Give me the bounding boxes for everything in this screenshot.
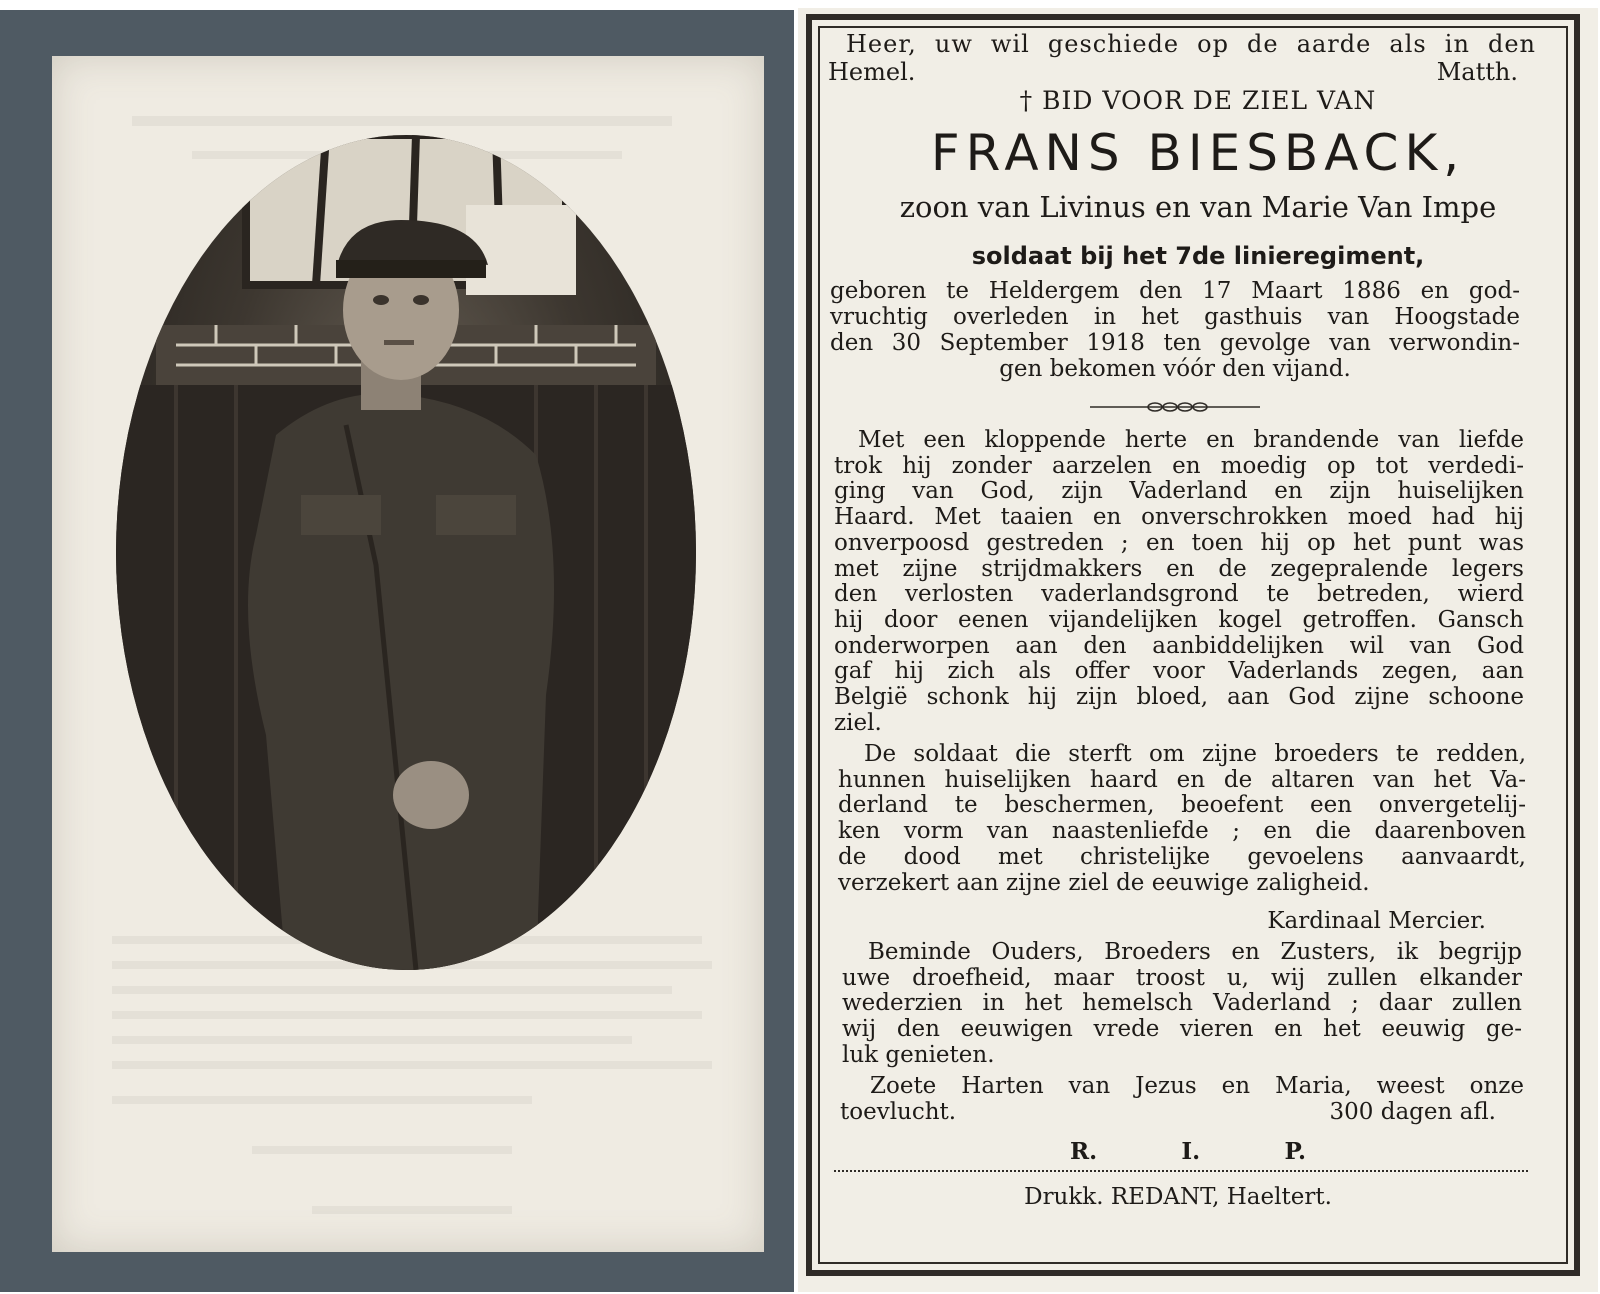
text-line: Haard. Met taaien en onverschrokken moed had hij (834, 504, 1524, 531)
text-line: België schonk hij zijn bloed, aan God zijne schoone (834, 684, 1524, 711)
text-line: ging van God, zijn Vaderland en zijn huiselijken (834, 478, 1524, 505)
soldier-portrait-image (116, 135, 696, 970)
birth-line: vruchtig overleden in het gasthuis van Hoogstade (830, 304, 1520, 330)
verse-end-left: Hemel. (828, 58, 916, 86)
text-line: uwe droefheid, maar troost u, wij zullen elkander (842, 964, 1522, 991)
text-line: den verlosten vaderlandsgrond te betreden, wierd (834, 581, 1524, 608)
prayer-heading: † BID VOOR DE ZIEL VAN (1019, 86, 1377, 115)
text-line: de dood met christelijke gevoelens aanvaardt, (838, 843, 1526, 870)
mercier-quote (838, 742, 1526, 896)
text-line: wij den eeuwigen vrede vieren en het eeuwig ge- (842, 1016, 1522, 1043)
text-line: onderworpen aan den aanbiddelijken wil van God (834, 632, 1524, 659)
tribute-paragraph (834, 428, 1524, 736)
text-line: trok hij zonder aarzelen en moedig op tot verdedi- (834, 452, 1524, 479)
family-farewell-paragraph (842, 940, 1522, 1069)
text-line: Met een kloppende herte en brandende van liefde (858, 427, 1524, 453)
rip-initials (1070, 1138, 1306, 1165)
text-line: hunnen huiselijken haard en de altaren van het Va- (838, 766, 1526, 793)
rip-letter: R. (1070, 1138, 1098, 1165)
text-line: Zoete Harten van Jezus en Maria, weest onze (870, 1073, 1524, 1099)
prayer-end-left: toevlucht. (840, 1098, 957, 1125)
birth-line: den 30 September 1918 ten gevolge van verwondin- (830, 330, 1520, 356)
verse-line-end (828, 58, 1518, 86)
text-line: met zijne strijdmakkers en de zegepralende legers (834, 555, 1524, 582)
parents-line: zoon van Livinus en van Marie Van Impe (899, 190, 1497, 224)
text-line: ken vorm van naastenliefde ; en die daarenboven (838, 818, 1526, 845)
quote-author: Kardinaal Mercier. (1267, 908, 1486, 934)
dotted-separator (834, 1170, 1528, 1172)
photo-card (0, 10, 794, 1292)
verse-line: Heer, uw wil geschiede op de aarde als in den (846, 30, 1536, 58)
birth-line: gen bekomen vóór den vijand. (999, 356, 1351, 382)
text-line: luk genieten. (842, 1041, 995, 1068)
closing-prayer (840, 1074, 1524, 1125)
text-line: derland te beschermen, beoefent een onvergetelij- (838, 792, 1526, 819)
rip-letter: I. (1181, 1138, 1201, 1165)
text-line: verzekert aan zijne ziel de eeuwige zaligheid. (838, 869, 1370, 896)
text-line: onverpoosd gestreden ; en toen hij op het punt was (834, 529, 1524, 556)
birth-death-details (830, 278, 1520, 382)
printer-credit: Drukk. REDANT, Haeltert. (1024, 1184, 1332, 1210)
soldier-portrait-photo (116, 135, 696, 970)
text-line: Beminde Ouders, Broeders en Zusters, ik begrijp (868, 939, 1522, 965)
text-line: wederzien in het hemelsch Vaderland ; daar zullen (842, 990, 1522, 1017)
prayer-line-end (840, 1100, 1524, 1126)
indulgence-note: 300 dagen afl. (1329, 1098, 1496, 1125)
divider-ornament-icon (1090, 400, 1260, 414)
birth-line: geboren te Heldergem den 17 Maart 1886 en god- (830, 278, 1520, 304)
text-line: ziel. (834, 709, 882, 736)
text-line: hij door eenen vijandelijken kogel getroffen. Gansch (834, 606, 1524, 633)
text-line: De soldaat die sterft om zijne broeders te redden, (864, 741, 1526, 767)
regiment-line: soldaat bij het 7de linieregiment, (971, 242, 1425, 270)
deceased-name: FRANS BIESBACK, (930, 124, 1466, 182)
text-line: gaf hij zich als offer voor Vaderlands zegen, aan (834, 658, 1524, 685)
verse-end-right: Matth. (1436, 58, 1518, 86)
memorial-text-card (798, 8, 1598, 1292)
rip-letter: P. (1284, 1138, 1306, 1165)
